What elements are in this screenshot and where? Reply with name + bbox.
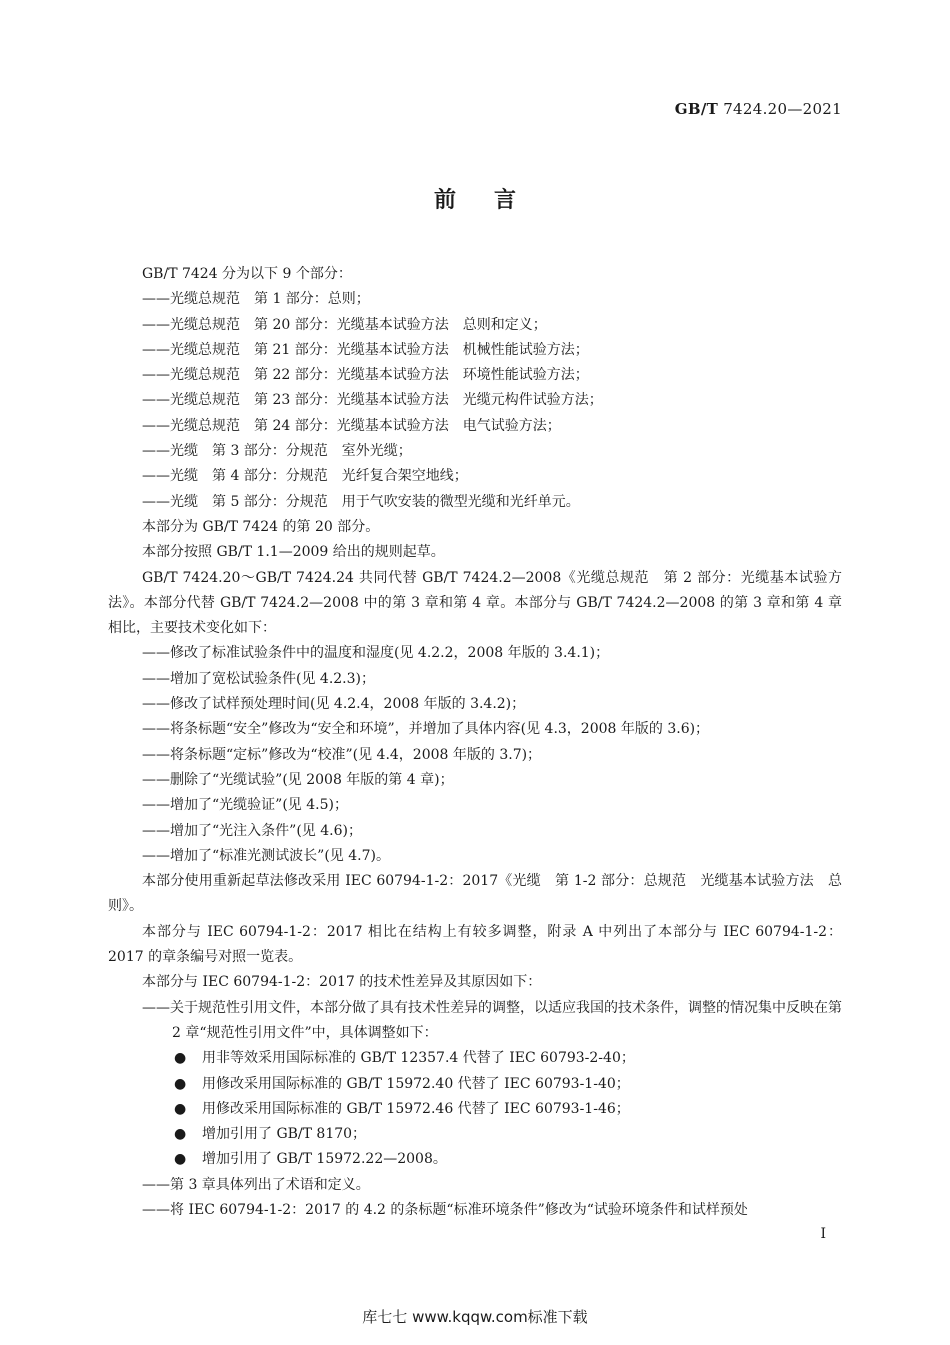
bullet-text: 用修改采用国际标准的 GB/T 15972.40 代替了 IEC 60793-1-40； [202,1075,630,1092]
text-line: GB/T 7424.20～GB/T 7424.24 共同代替 GB/T 7424.2—2008《光缆总规范 第 2 部分：光缆基本试验方法》。本部分代替 GB/T 7424.2—2008 中的第 3 章和第 4 章。本部分与 GB/T 7424.2—2008 的第 3 章和第 4 章相比，主要技术变化如下： [108,569,842,637]
page-number: I [820,1226,826,1242]
footer-watermark: 库七七 www.kqqw.com标准下载 [362,1308,588,1326]
bullet-icon: ● [174,1126,187,1143]
text-line: ——光缆总规范 第 20 部分：光缆基本试验方法 总则和定义； [142,316,547,333]
bullet-item [108,1147,842,1172]
standard-code-number: 7424.20—2021 [718,100,842,118]
text-line: ——光缆总规范 第 23 部分：光缆基本试验方法 光缆元构件试验方法； [142,392,603,409]
text-line: ——关于规范性引用文件，本部分做了具有技术性差异的调整，以适应我国的技术条件，调整的情况集中反映在第 2 章“规范性引用文件”中，具体调整如下： [142,999,842,1041]
bullet-text: 用修改采用国际标准的 GB/T 15972.46 代替了 IEC 60793-1-46； [202,1100,630,1117]
text-line: 本部分为 GB/T 7424 的第 20 部分。 [142,518,380,535]
bullet-item [108,1097,842,1122]
bullet-item [108,1122,842,1147]
text-line: ——将 IEC 60794-1-2：2017 的 4.2 的条标题“标准环境条件”修改为“试验环境条件和试样预处 [142,1201,748,1218]
text-line: ——增加了“光缆验证”(见 4.5)； [142,797,348,814]
bullet-item [108,1072,842,1097]
bullet-icon: ● [174,1151,187,1168]
text-line: ——光缆总规范 第 24 部分：光缆基本试验方法 电气试验方法； [142,417,561,434]
text-line: ——将条标题“定标”修改为“校准”(见 4.4，2008 年版的 3.7)； [142,746,542,763]
bullet-text: 用非等效采用国际标准的 GB/T 12357.4 代替了 IEC 60793-2-40； [202,1050,635,1067]
text-line: ——删除了“光缆试验”(见 2008 年版的第 4 章)； [142,771,454,788]
bullet-icon: ● [174,1100,187,1117]
bullet-item [108,1046,842,1071]
text-line: GB/T 7424 分为以下 9 个部分： [142,266,352,282]
text-line: ——增加了“标准光测试波长”(见 4.7)。 [142,847,390,864]
text-line: 本部分按照 GB/T 1.1—2009 给出的规则起草。 [142,544,445,561]
text-line: ——增加了宽松试验条件(见 4.2.3)； [142,670,375,687]
standard-number [675,100,842,118]
bullet-text: 增加引用了 GB/T 15972.22—2008。 [202,1151,447,1168]
text-line: ——修改了标准试验条件中的温度和湿度(见 4.2.2，2008 年版的 3.4.1)； [142,645,610,662]
text-line: ——修改了试样预处理时间(见 4.2.4，2008 年版的 3.4.2)； [142,696,526,713]
text-line: ——第 3 章具体列出了术语和定义。 [142,1176,370,1193]
bullet-icon: ● [174,1075,187,1092]
bullet-icon: ● [174,1050,187,1067]
text-line: 本部分与 IEC 60794-1-2：2017 相比在结构上有较多调整，附录 A 中列出了本部分与 IEC 60794-1-2：2017 的章条编号对照一览表。 [108,923,842,966]
text-line: ——光缆 第 4 部分：分规范 光纤复合架空地线； [142,468,468,485]
text-line: ——光缆总规范 第 1 部分：总则； [142,291,370,308]
text-line: ——光缆总规范 第 22 部分：光缆基本试验方法 环境性能试验方法； [142,367,589,384]
text-line: ——光缆 第 3 部分：分规范 室外光缆； [142,443,412,460]
text-line: ——增加了“光注入条件”(见 4.6)； [142,822,362,839]
text-line: 本部分使用重新起草法修改采用 IEC 60794-1-2：2017《光缆 第 1-2 部分：总规范 光缆基本试验方法 总则》。 [108,873,842,915]
text-line: ——光缆 第 5 部分：分规范 用于气吹安装的微型光缆和光纤单元。 [142,493,580,510]
text-line: ——将条标题“安全”修改为“安全和环境”，并增加了具体内容(见 4.3，2008 年版的 3.6)； [142,721,710,738]
text-line: 本部分与 IEC 60794-1-2：2017 的技术性差异及其原因如下： [142,974,542,991]
text-line: ——光缆总规范 第 21 部分：光缆基本试验方法 机械性能试验方法； [142,341,589,358]
page-title: 前言 [433,188,554,213]
bullet-text: 增加引用了 GB/T 8170； [202,1126,367,1143]
standard-code: GB/T [674,100,719,118]
document-body [108,262,842,1223]
